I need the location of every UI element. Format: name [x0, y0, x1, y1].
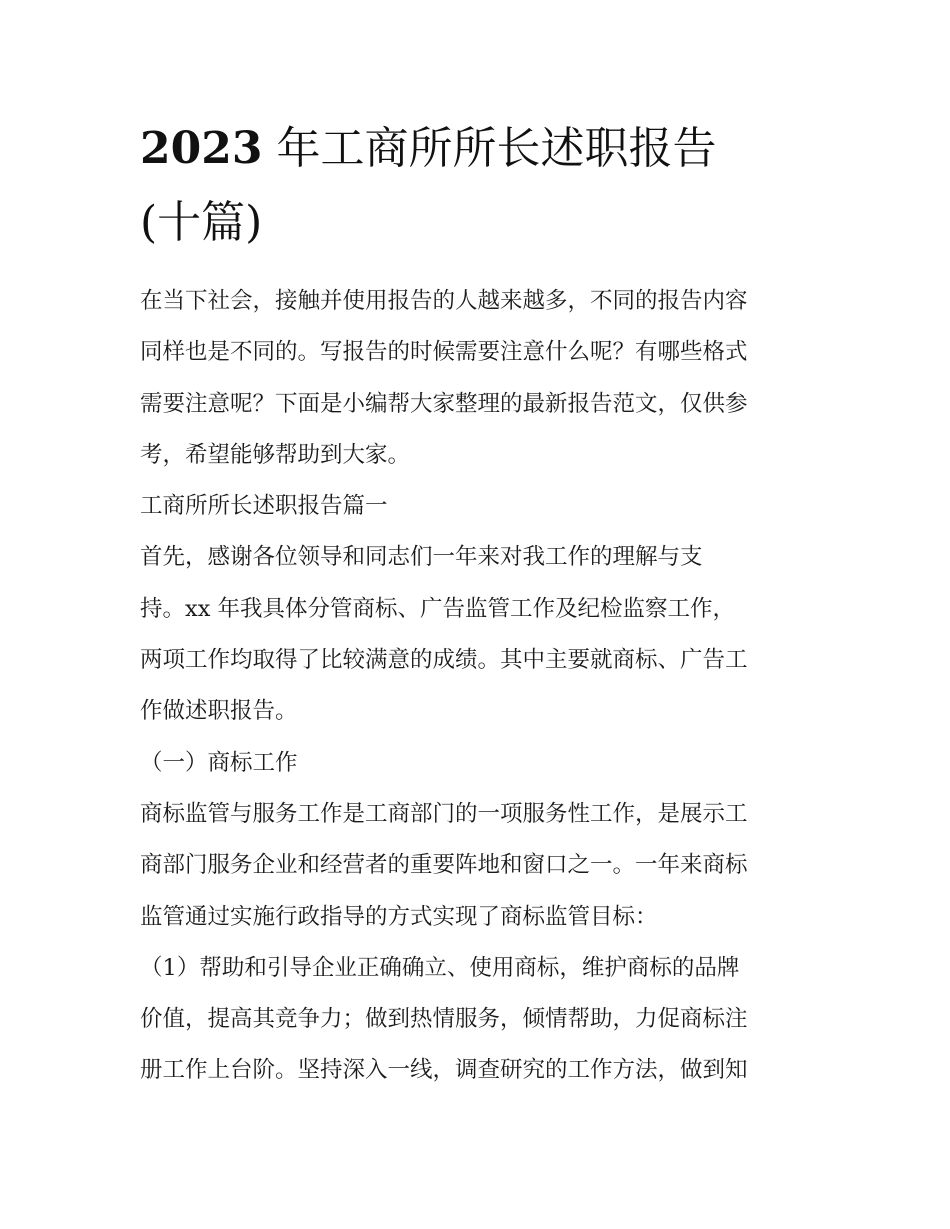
- title-line-2: (十篇): [140, 197, 263, 248]
- section-heading: 工商所所长述职报告篇一: [140, 493, 388, 520]
- paragraph-line: 首先，感谢各位领导和同志们一年来对我工作的理解与支: [140, 544, 703, 571]
- paragraph-line: 两项工作均取得了比较满意的成绩。其中主要就商标、广告工: [140, 647, 748, 674]
- title-main: 年工商所所长述职报告: [276, 123, 717, 174]
- paragraph-line: 商标监管与服务工作是工商部门的一项服务性工作，是展示工: [140, 800, 748, 827]
- intro-line: 需要注意呢？下面是小编帮大家整理的最新报告范文，仅供参: [140, 390, 748, 417]
- title-year: 2023: [140, 123, 263, 174]
- subsection-heading: （一）商标工作: [140, 749, 298, 776]
- paragraph-line: 商部门服务企业和经营者的重要阵地和窗口之一。一年来商标: [140, 852, 748, 879]
- intro-line: 考，希望能够帮助到大家。: [140, 441, 411, 468]
- intro-line: 同样也是不同的。写报告的时候需要注意什么呢？有哪些格式: [140, 339, 748, 366]
- list-item-line: 册工作上台阶。坚持深入一线，调查研究的工作方法，做到知: [140, 1057, 748, 1084]
- list-item-line: 价值，提高其竞争力；做到热情服务，倾情帮助，力促商标注: [140, 1006, 748, 1033]
- list-item-line: （1）帮助和引导企业正确确立、使用商标，维护商标的品牌: [140, 954, 740, 981]
- document-body: [140, 276, 820, 1097]
- paragraph-line: 持。xx 年我具体分管商标、广告监管工作及纪检监察工作，: [140, 595, 736, 622]
- intro-line: 在当下社会，接触并使用报告的人越来越多，不同的报告内容: [140, 288, 748, 314]
- document-title: [140, 112, 820, 260]
- paragraph-line: 作做述职报告。: [140, 698, 298, 725]
- title-line-1: [140, 112, 820, 186]
- paragraph-line: 监管通过实施行政指导的方式实现了商标监管目标：: [140, 903, 658, 930]
